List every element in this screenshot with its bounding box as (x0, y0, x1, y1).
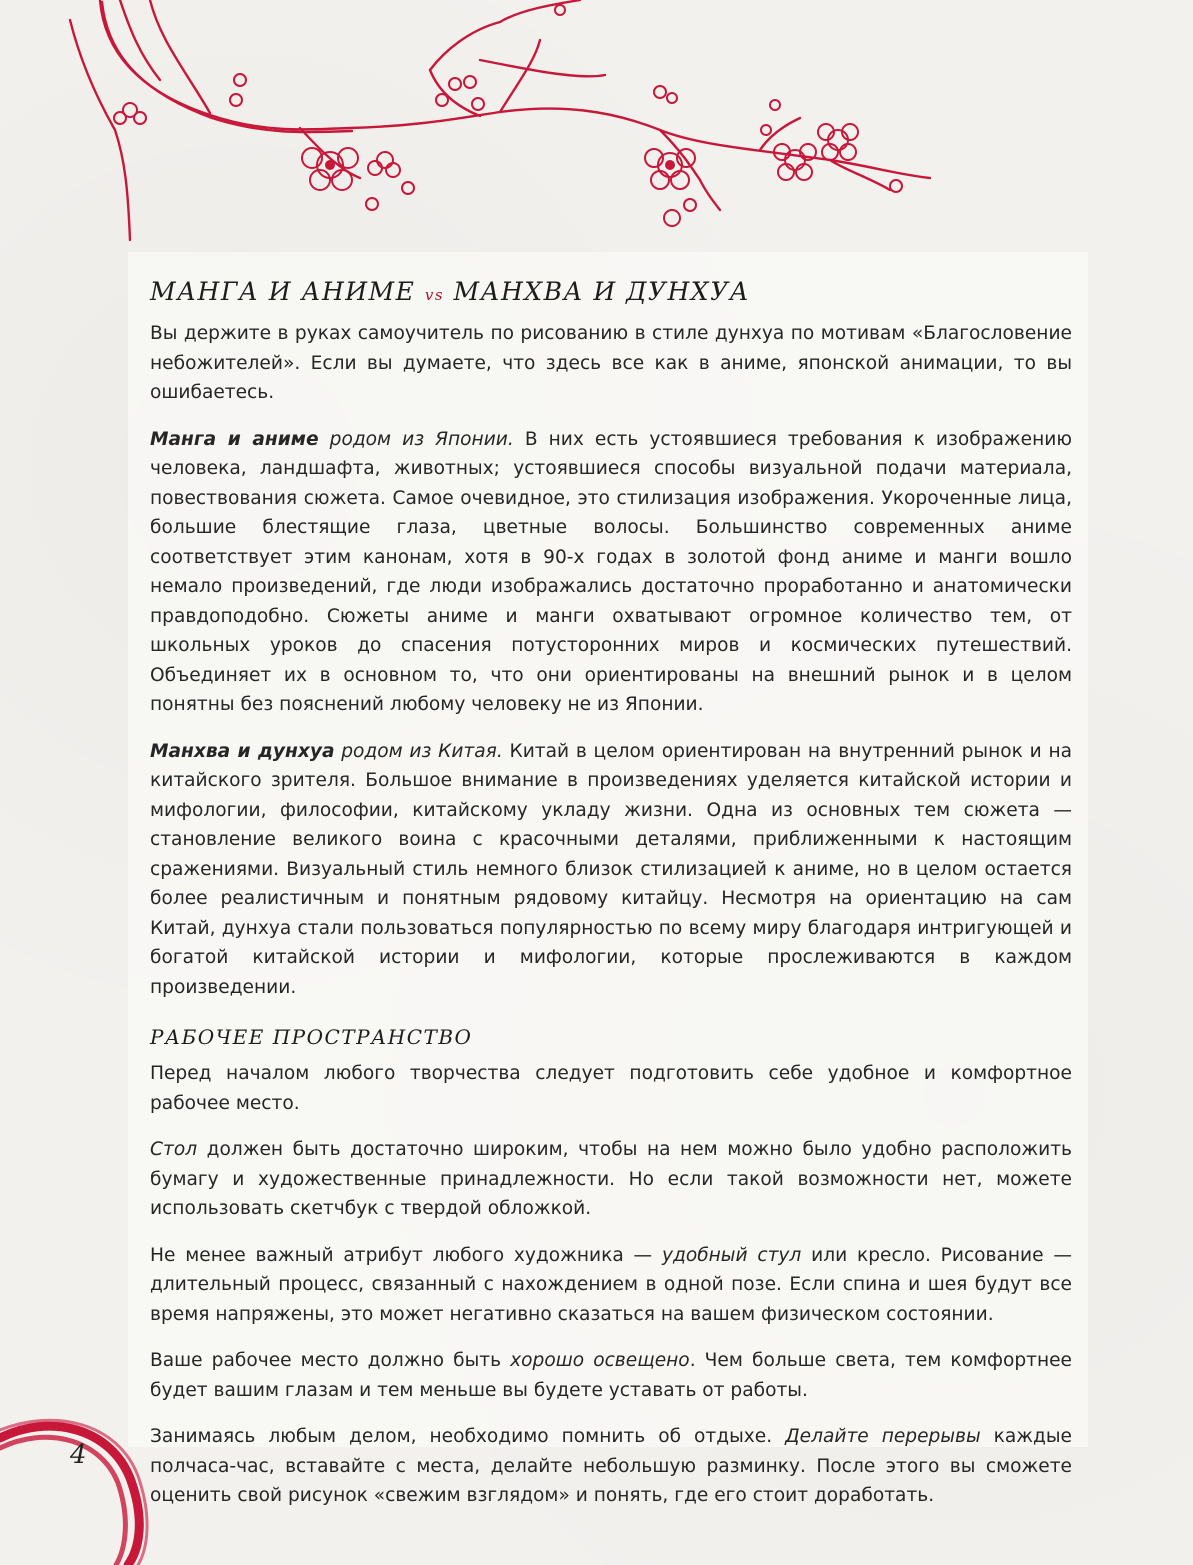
paragraph-breaks (150, 1422, 1072, 1511)
paragraph-body-start: Ваше рабочее место должно быть (150, 1350, 511, 1371)
term-lighting: хорошо освещено (510, 1350, 690, 1371)
paragraph-body-start: Занимаясь любым делом, необходимо помнить об отдыхе. (150, 1426, 786, 1447)
paragraph-body-end: или кресло. Рисование — длительный процесс, связанный с нахождением в одной позе. Если спина и шея будут все время напряжены, это может негативно сказаться на вашем физическом состоянии. (150, 1244, 1072, 1325)
paragraph-desk (150, 1135, 1072, 1224)
paragraph-body: должен быть достаточно широким, чтобы на нем можно было удобно расположить бумагу и художественные принадлежности. Но если такой возможности нет, можете использовать скетчбук с твердой обложкой. (150, 1139, 1072, 1219)
paragraph-workspace-intro: Перед началом любого творчества следует подготовить себе удобное и комфортное рабочее место. (150, 1063, 1072, 1114)
page-content (150, 272, 1072, 1528)
term-origin-japan: родом из Японии. (318, 428, 514, 450)
paragraph-lighting (150, 1346, 1072, 1405)
term-manga-anime: Манга и аниме (150, 428, 319, 450)
paragraph-intro: Вы держите в руках самоучитель по рисованию в стиле дунхуа по мотивам «Благословение небожителей». Если вы думаете, что здесь все как в аниме, японской анимации, то вы ошибаетесь. (150, 323, 1072, 403)
paragraph-body: Китай в целом ориентирован на внутренний рынок и на китайского зрителя. Большое внимание в произведениях уделяется китайской истории и мифологии, философии, китайскому укладу жизни. Одна из основных тем сюжета — становление великого воина с красочными деталями, приближенными к настоящим сражениями. Визуальный стиль немного близок стилизацией к аниме, но в целом остается более реалистичным и понятным рядовому китайцу. Несмотря на ориентацию на сам Китай, дунхуа стали пользоваться популярностью по всему миру благодаря интригующей и богатой китайской истории и мифологии, которые прослеживаются в каждом произведении. (150, 740, 1072, 998)
brush-circle-decoration (0, 1408, 160, 1565)
term-manhua-donghua: Манхва и дунхуа (150, 740, 335, 762)
paragraph-body: В них есть устоявшиеся требования к изображению человека, ландшафта, животных; устоявшиеся способы визуальной подачи материала, повествования сюжета. Самое очевидное, это стилизация изображения. Укороченные лица, большие блестящие глаза, цветные волосы. Большинство современных аниме соответствует этим канонам, хотя в 90-х годах в золотой фонд аниме и манги вошло немало произведений, где люди изображались достаточно проработанно и анатомически правдоподобно. Сюжеты аниме и манги охватывают огромное количество тем, от школьных уроков до спасения потусторонних миров и космических путешествий. Объединяет их в основном то, что они ориентированы на внешний рынок и в целом понятны без пояснений любому человеку не из Японии. (150, 428, 1072, 715)
paragraph-chair (150, 1241, 1072, 1330)
title-part-1: МАНГА И АНИМЕ (150, 277, 425, 306)
term-desk: Стол (150, 1139, 198, 1160)
paragraph-body-end: каждые полчаса-час, вставайте с места, делайте небольшую разминку. После этого вы сможете оценить свой рисунок «свежим взглядом» и понять, где его стоит доработать. (150, 1426, 1072, 1506)
cherry-blossom-branch-illustration (0, 0, 940, 245)
paragraph-body-end: . Чем больше света, тем комфортнее будет вашим глазам и тем меньше вы будете уставать от работы. (150, 1350, 1072, 1401)
term-origin-china: родом из Китая. (334, 740, 503, 762)
title-vs: vs (424, 286, 445, 304)
term-breaks: Делайте перерывы (785, 1426, 981, 1447)
paragraph-manga-anime (150, 425, 1072, 720)
term-chair: удобный стул (661, 1244, 802, 1266)
section-title-workspace: РАБОЧЕЕ ПРОСТРАНСТВО (150, 1025, 473, 1049)
section-title-manga-vs-manhua (150, 272, 1072, 315)
page-number: 4 (70, 1440, 87, 1470)
paragraph-body-start: Не менее важный атрибут любого художника — (150, 1244, 662, 1266)
title-part-2: МАНХВА И ДУНХУА (444, 277, 751, 306)
paragraph-manhua-donghua (150, 737, 1072, 1003)
